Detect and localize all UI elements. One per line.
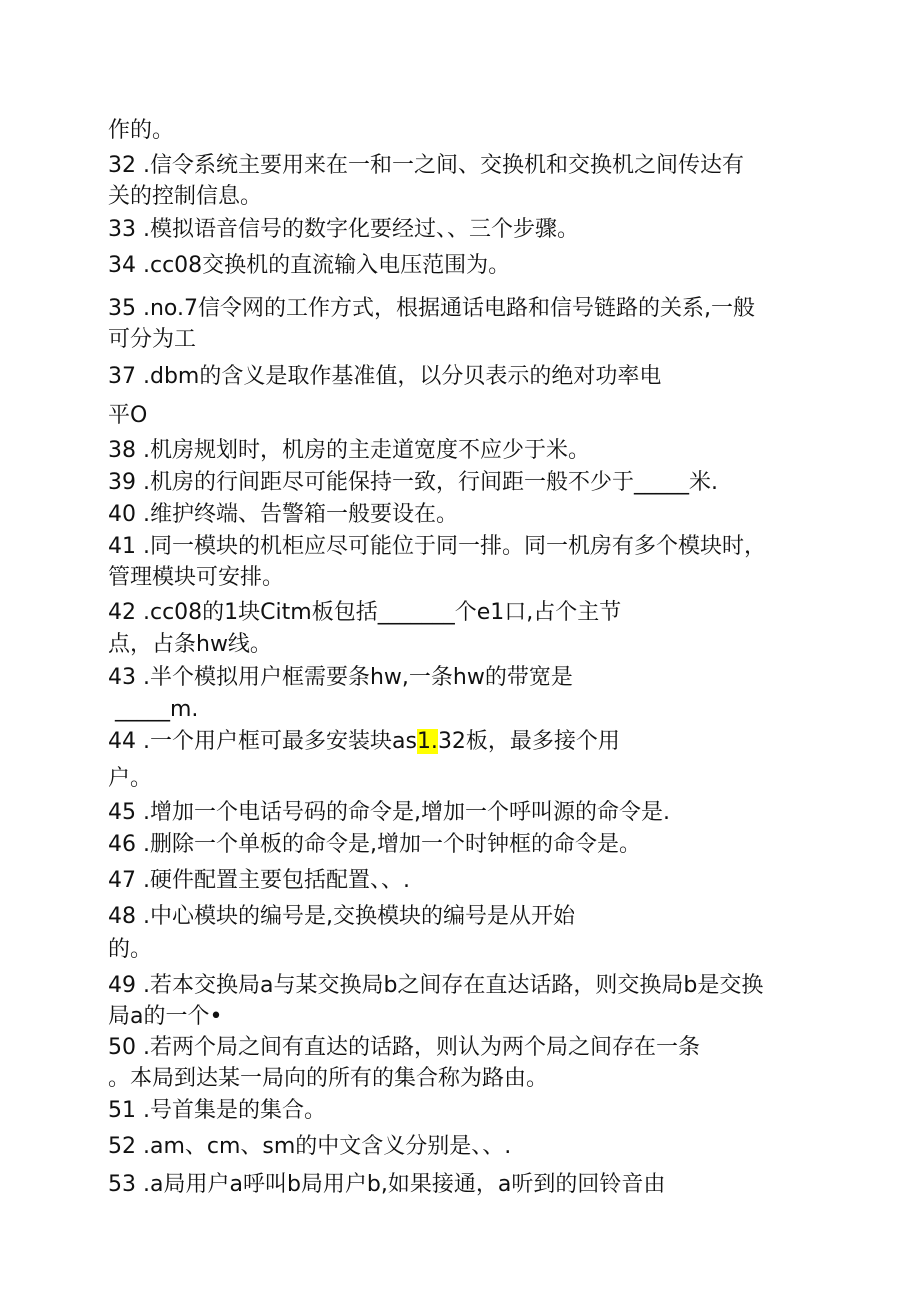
text-line: 平O <box>108 403 148 428</box>
question-50: 50 .若两个局之间有直达的话路，则认为两个局之间存在一条 <box>108 1035 700 1060</box>
text-line: 关的控制信息。 <box>108 184 263 209</box>
question-35: 35 .no.7信令网的工作方式，根据通话电路和信号链路的关系,一般 <box>108 296 755 321</box>
highlighted-text: 1. <box>416 729 438 754</box>
question-45: 45 .增加一个电话号码的命令是,增加一个呼叫源的命令是. <box>108 800 670 825</box>
text-line: _____m. <box>108 697 199 722</box>
text-line: 点，占条hw线。 <box>108 632 272 657</box>
text-line: 。本局到达某一局向的所有的集合称为路由。 <box>108 1066 549 1091</box>
question-38: 38 .机房规划时，机房的主走道宽度不应少于米。 <box>108 438 590 463</box>
question-52: 52 .am、cm、sm的中文含义分别是、、. <box>108 1134 512 1159</box>
question-48: 48 .中心模块的编号是,交换模块的编号是从开始 <box>108 904 575 929</box>
question-37: 37 .dbm的含义是取作基准值，以分贝表示的绝对功率电 <box>108 364 662 389</box>
question-53: 53 .a局用户a呼叫b局用户b,如果接通，a听到的回铃音由 <box>108 1172 666 1197</box>
text-line: 作的。 <box>108 118 175 143</box>
text-line: 管理模块可安排。 <box>108 565 285 590</box>
text-line: 户。 <box>108 766 153 791</box>
question-44 <box>108 727 620 757</box>
question-41: 41 .同一模块的机柜应尽可能位于同一排。同一机房有多个模块时， <box>108 534 766 559</box>
question-32: 32 .信令系统主要用来在一和一之间、交换机和交换机之间传达有 <box>108 153 744 178</box>
question-44-text: 44 .一个用户框可最多安装块as <box>108 729 417 754</box>
question-33: 33 .模拟语音信号的数字化要经过、、三个步骤。 <box>108 217 579 242</box>
question-34: 34 .cc08交换机的直流输入电压范围为。 <box>108 253 511 278</box>
question-47: 47 .硬件配置主要包括配置、、. <box>108 868 410 893</box>
question-44-text-rest: 32板，最多接个用 <box>437 729 620 754</box>
question-49: 49 .若本交换局a与某交换局b之间存在直达话路，则交换局b是交换 <box>108 973 764 998</box>
question-40: 40 .维护终端、告警箱一般要设在。 <box>108 502 458 527</box>
question-46: 46 .删除一个单板的命令是,增加一个时钟框的命令是。 <box>108 832 641 857</box>
text-line: 可分为工 <box>108 327 197 352</box>
question-51: 51 .号首集是的集合。 <box>108 1098 326 1123</box>
question-43: 43 .半个模拟用户框需要条hw,一条hw的带宽是 <box>108 665 573 690</box>
question-42: 42 .cc08的1块Citm板包括_______个e1口,占个主节 <box>108 600 622 625</box>
question-39: 39 .机房的行间距尽可能保持一致，行间距一般不少于_____米. <box>108 470 718 495</box>
text-line: 的。 <box>108 937 153 962</box>
text-line: 局a的一个• <box>108 1004 223 1029</box>
